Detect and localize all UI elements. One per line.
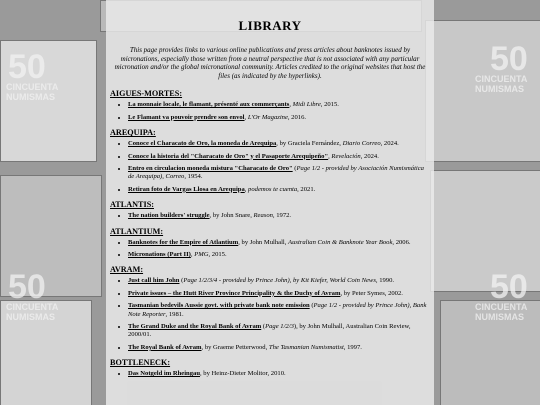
article-source: Page 1/2/3: [265, 323, 294, 331]
article-date: , 1981.: [165, 310, 184, 318]
list-item: [128, 212, 430, 220]
section-heading: AREQUIPA:: [110, 128, 156, 138]
list-item: [128, 153, 430, 161]
list-item: [128, 277, 430, 285]
list-item: [128, 101, 430, 109]
banknote-text: CINCUENTA NUMISMAS: [6, 302, 58, 322]
library-sections: [110, 89, 430, 378]
article-meta: (: [261, 323, 266, 331]
section-heading: ATLANTIUM:: [110, 226, 164, 236]
article-link[interactable]: Banknotes for the Empire of Atlantium: [128, 238, 239, 246]
article-source: Reason: [253, 212, 273, 220]
list-item: [128, 186, 430, 194]
article-date: , 2006.: [392, 238, 411, 246]
article-source: Australian Coin & Banknote Year Book: [288, 238, 393, 246]
article-date: , 2024.: [360, 152, 379, 160]
page-intro: This page provides links to various online publications and press articles about banknotes issued by micronations, especially those written from a neutral perspective that is not associated with any particular micronation and/or the global micronational community. Articles credited to the original websites that host the files (as indicated by the hyperlinks).: [114, 46, 426, 80]
list-item: [128, 239, 430, 247]
banknote-denomination: 50: [490, 268, 528, 306]
article-source: Page 1/2 - provided by Prince John), Bank Note Reporter: [128, 302, 427, 318]
article-date: , 2015.: [208, 251, 227, 259]
list-item: [128, 344, 430, 352]
article-date: , 1954.: [184, 173, 203, 181]
section-list: [120, 277, 430, 352]
article-link[interactable]: Le Flamant va pouvoir prendre son envol: [128, 113, 245, 121]
article-link[interactable]: Private issues – the Hutt River Province Principality & the Duchy of Avram: [128, 289, 341, 297]
list-item: [128, 114, 430, 122]
section-heading: ATLANTIS:: [110, 200, 154, 210]
banknote-text: CINCUENTA NUMISMAS: [6, 82, 58, 102]
section-heading: AIGUES-MORTES:: [110, 89, 183, 99]
article-date: 2010.: [270, 370, 286, 378]
article-source: podemos te cuenta: [248, 185, 298, 193]
article-meta: , by Peter Symes,: [340, 289, 389, 297]
article-link[interactable]: Micronations (Part II): [128, 251, 191, 259]
banknote-denomination: 50: [8, 48, 46, 86]
article-date: , 1990.: [375, 277, 395, 285]
article-link[interactable]: Just call him John: [128, 277, 180, 285]
article-date: ), by John Mulhall, Australian Coin Review, 2000/01.: [128, 323, 411, 339]
banknote-denomination: 50: [8, 268, 46, 306]
article-meta: , by John Snare,: [209, 212, 254, 220]
section-list: [120, 101, 430, 122]
article-source: L'Or Magazine: [247, 113, 288, 121]
list-item: [128, 370, 430, 378]
article-date: , 1972.: [272, 212, 292, 220]
article-date: 2002.: [388, 289, 403, 297]
article-meta: ,: [328, 152, 332, 160]
article-meta: ,: [244, 113, 248, 121]
article-meta: (: [179, 277, 184, 285]
section-list: [120, 239, 430, 260]
article-meta: ,: [244, 185, 249, 193]
article-link[interactable]: Conoce la historia del "Characato de Oro" y el Pasaporte Arequipeño": [128, 152, 329, 160]
article-link[interactable]: Entro en circulacion moneda mistura "Characato de Oro": [128, 165, 293, 172]
article-link[interactable]: Tasmanian bedevils Aussie govt. with private bank note emission: [128, 302, 310, 310]
banknote-text: CINCUENTA NUMISMAS: [475, 74, 527, 94]
banknote-denomination: 50: [490, 40, 528, 78]
article-source: Diario Correo: [342, 140, 381, 148]
article-meta: , by John Mulhall,: [238, 238, 289, 246]
article-date: , 2015.: [320, 101, 339, 109]
article-source: PMG: [194, 251, 209, 259]
page-title: LIBRARY: [238, 18, 302, 33]
article-source: Revelación: [331, 152, 361, 160]
list-item: [128, 251, 430, 259]
article-link[interactable]: The nation builders' struggle: [128, 212, 210, 220]
article-link[interactable]: La monnaie locale, le flamant, présenté aux commerçants: [128, 101, 290, 109]
article-meta: (: [292, 165, 297, 172]
list-item: [128, 290, 430, 298]
article-link[interactable]: Retiran foto de Vargas Llosa en Arequipa: [128, 185, 245, 193]
article-meta: ,: [289, 101, 293, 109]
section-heading: AVRAM:: [110, 265, 144, 275]
library-content-panel: [106, 0, 434, 405]
section-list: [120, 370, 430, 378]
article-source: The Tasmanian Numismatist: [268, 343, 344, 351]
section-list: [120, 212, 430, 220]
article-link[interactable]: The Royal Bank of Avram: [128, 343, 202, 351]
article-link[interactable]: The Grand Duke and the Royal Bank of Avram: [128, 323, 262, 331]
list-item: [128, 323, 430, 340]
article-meta: , by Heinz-Dieter Molitor,: [200, 370, 271, 378]
article-source: Midi Libre: [292, 101, 321, 109]
list-item: [128, 140, 430, 148]
article-link[interactable]: Conoce el Characato de Oro, la moneda de Arequipa: [128, 140, 277, 148]
article-link[interactable]: Das Notgeld im Rheingau: [128, 370, 200, 378]
article-date: , 2024.: [380, 140, 399, 148]
article-date: , 2016.: [287, 113, 307, 121]
article-meta: , by Graciela Fernández,: [276, 140, 343, 148]
section-heading: BOTTLENECK:: [110, 358, 171, 368]
article-meta: ,: [190, 251, 195, 259]
article-date: , 2021.: [297, 185, 316, 193]
banknote-text: CINCUENTA NUMISMAS: [475, 302, 527, 322]
article-source: Page 1/2/3/4 - provided by Prince John), by Kit Kiefer, World Coin News: [183, 277, 376, 285]
article-source: Page 1/2 - provided by Asociación Numismática de Arequipa), Correo: [128, 165, 424, 181]
article-meta: , by Graeme Petterwood,: [201, 343, 269, 351]
list-item: [128, 302, 430, 319]
article-meta: (: [309, 302, 314, 310]
article-date: , 1997.: [343, 343, 362, 351]
section-list: [120, 140, 430, 194]
list-item: [128, 165, 430, 182]
